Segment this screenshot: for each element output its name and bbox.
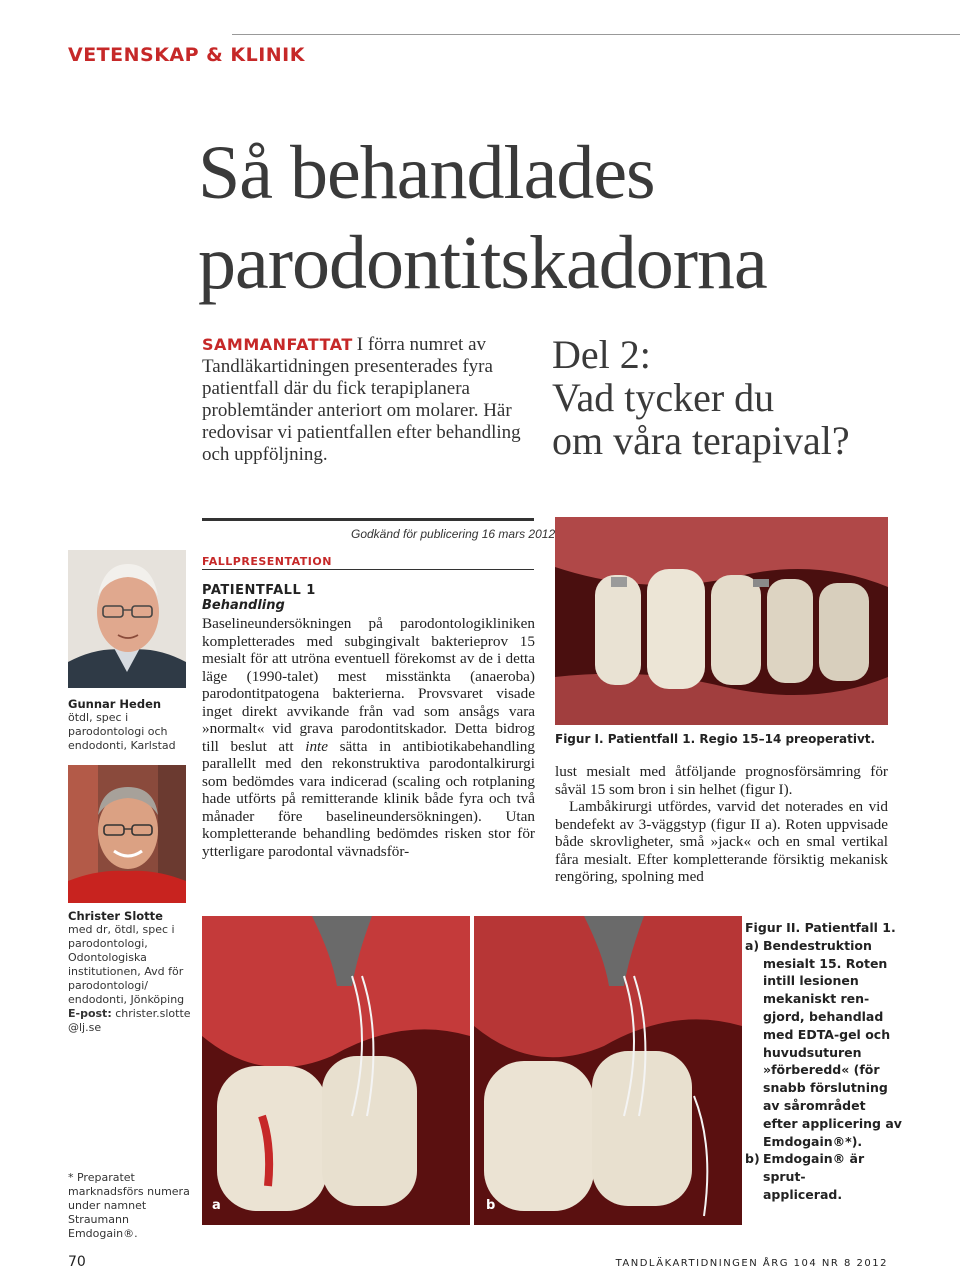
section-rule	[202, 569, 534, 570]
subhead-line-2: Vad tycker du	[552, 375, 775, 420]
email-value: christer.slotte @lj.se	[68, 1007, 191, 1034]
subhead-line-3: om våra terapival?	[552, 418, 850, 463]
body-text: sätta in antibiotikabehandling parallellt med den rekonstruktiva parodontalkirurgi som bedömdes vara indicerad (scaling och rotplaning hade utförts på remitterande klinik både fyra och två månader före baselineundersökningen). Utan kompletterande behandling bedömdes risken stor för ytterligare parodontal vävnadsför-	[202, 737, 535, 860]
article-title	[198, 128, 938, 308]
caption-text: mesialt 15. Roten	[763, 955, 888, 971]
body-paragraph	[202, 615, 535, 860]
author-email	[68, 1007, 198, 1035]
figure-2a-photo	[202, 916, 470, 1225]
body-text: Baselineundersökningen på parodontologikliniken kompletterades med subgingivalt bakterieprov 15 mesialt för att utröna eventuell förekomst av de i detta läge (1990-talet) mest misstänkta (anaeroba) parodontitpatogena bakterierna. Provsvaret visade inget direkt avvikande från vad som ansågs vara »normalt« vid grava parodontitskador. Detta bidrog till beslut att	[202, 615, 535, 755]
caption-text: intill lesionen	[763, 973, 859, 989]
body-column-1	[202, 583, 535, 860]
figure-1-photo	[555, 517, 888, 725]
photo-a-label: a	[212, 1198, 221, 1213]
author-desc: ötdl, spec i parodontologi och endodonti, Karlstad	[68, 711, 176, 752]
caption-text: efter applicering av	[763, 1115, 902, 1131]
summary-keyword: SAMMANFATTAT	[202, 335, 353, 354]
caption-item-b	[745, 1150, 905, 1186]
approval-date: Godkänd för publicering 16 mars 2012	[351, 527, 556, 541]
subhead	[552, 333, 912, 462]
body-column-2	[555, 763, 888, 886]
email-label: E-post:	[68, 1007, 112, 1020]
caption-text: Emdogain® är sprut-	[763, 1151, 865, 1185]
page-number: 70	[68, 1254, 86, 1270]
approved-rule	[202, 518, 534, 521]
author-christer	[68, 909, 198, 1035]
summary-text: I förra numret av Tandläkartidningen presenterades fyra patientfall där du fick terapiplanera problemtänder anteriort om molarer. Här redovisar vi patientfallen efter behandling och uppföljning.	[202, 334, 521, 465]
author-name: Gunnar Heden	[68, 697, 162, 711]
caption-item-a	[745, 937, 905, 955]
caption-label-a: a)	[745, 937, 760, 953]
top-rule	[232, 34, 960, 35]
author-photo-christer	[68, 765, 186, 903]
author-photo-gunnar	[68, 550, 186, 688]
caption-text: »förberedd« (för	[763, 1062, 880, 1078]
author-desc: med dr, ötdl, spec i parodontologi, Odontologiska institutionen, Avd för parodontologi/ endodonti, Jönköping	[68, 923, 185, 1006]
caption-label-b: b)	[745, 1151, 760, 1167]
figure-2b-photo	[474, 916, 742, 1225]
caption-text: huvudsuturen	[763, 1044, 862, 1060]
section-label: FALLPRESENTATION	[202, 555, 332, 568]
caption-text: gjord, behandlad	[763, 1008, 884, 1024]
case-subheading: Behandling	[202, 598, 285, 613]
photo-b-label: b	[486, 1198, 496, 1213]
figure-2-title: Figur II. Patientfall 1.	[745, 920, 896, 935]
caption-text: av sårområdet	[763, 1097, 866, 1113]
footnote: * Preparatet marknadsförs numera under namnet Straumann Emdogain®.	[68, 1171, 190, 1240]
body-paragraph: lust mesialt med åtföljande prognosförsämring för såväl 15 som bron i sin helhet (figur I).	[555, 763, 888, 798]
magazine-footer: TANDLÄKARTIDNINGEN ÅRG 104 NR 8 2012	[615, 1258, 888, 1269]
author-gunnar	[68, 697, 193, 753]
body-emphasis: inte	[305, 737, 329, 755]
summary	[202, 334, 527, 466]
author-name: Christer Slotte	[68, 909, 163, 923]
subhead-line-1: Del 2:	[552, 332, 651, 377]
title-line-1: Så behandlades	[198, 131, 655, 215]
figure-1-caption: Figur I. Patientfall 1. Regio 15–14 preoperativt.	[555, 732, 876, 746]
title-line-2: parodontitskadorna	[198, 221, 767, 305]
case-heading: PATIENTFALL 1	[202, 583, 316, 598]
section-tag: VETENSKAP & KLINIK	[68, 44, 305, 66]
figure-2-caption	[745, 919, 905, 1204]
caption-text: Emdogain®*).	[763, 1133, 863, 1149]
caption-text: applicerad.	[763, 1186, 843, 1202]
caption-text: med EDTA-gel och	[763, 1026, 891, 1042]
caption-text: snabb förslutning	[763, 1080, 888, 1096]
body-paragraph: Lambåkirurgi utfördes, varvid det noterades en vid bendefekt av 3-väggstyp (figur II a). Roten uppvisade både skrovligheter, små »jack« och en smal vertikal fåra mesialt. Efter kompletterande försiktig mekanisk rengöring, spolning med	[555, 798, 888, 885]
caption-text: mekaniskt ren-	[763, 991, 870, 1007]
caption-text: Bendestruktion	[763, 937, 872, 953]
